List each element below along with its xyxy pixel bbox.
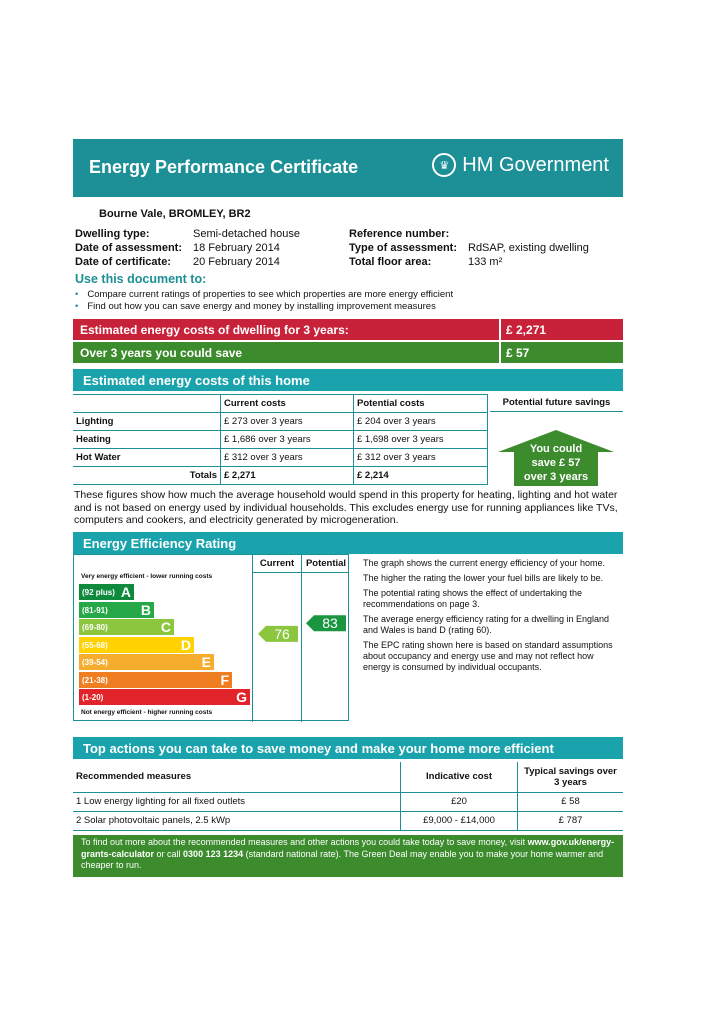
table-header: Current costs [221, 395, 354, 413]
detail-label: Total floor area: [349, 256, 432, 268]
header-banner [73, 139, 623, 197]
detail-value: 18 February 2014 [193, 242, 280, 254]
rating-text: The higher the rating the lower your fuel bills are likely to be. [363, 573, 604, 583]
savings-value: £ 57 [506, 345, 530, 360]
totals-current: £ 2,271 [221, 467, 354, 485]
totals-row [73, 467, 488, 485]
band-range: (81-91) [82, 605, 108, 615]
detail-value: RdSAP, existing dwelling [468, 242, 589, 254]
band-range: (21-38) [82, 675, 108, 685]
detail-label: Dwelling type: [75, 228, 150, 240]
arrow-line: You could [529, 443, 583, 455]
footer-text: or call [154, 848, 184, 859]
current-rating-marker [258, 626, 298, 642]
totals-label: Totals [73, 467, 221, 485]
table-row [73, 449, 488, 467]
arrow-line: over 3 years [523, 471, 589, 483]
current-cost: £ 1,686 over 3 years [221, 431, 354, 449]
row-label: Hot Water [73, 449, 221, 467]
estimated-costs-label: Estimated energy costs of dwelling for 3 years: [73, 319, 501, 340]
measure-cost: £9,000 - £14,000 [401, 811, 518, 830]
band-range: (39-54) [82, 658, 108, 667]
rating-markers [74, 555, 350, 722]
detail-value: 133 m² [468, 256, 503, 268]
table-row [73, 431, 488, 449]
band-letter: A [120, 584, 131, 600]
costs-explanation: These figures show how much the average household would spend in this property for heating, lighting and hot water and is not based on energy used by individual households. This excludes energy use for running appliances like TVs, computers and cookers, and electricity generated by microgeneration. [74, 489, 618, 526]
measure-cost: £20 [401, 792, 518, 811]
document-title: Energy Performance Certificate [89, 157, 359, 177]
arrow-line: save £ 57 [531, 457, 581, 469]
detail-label: Date of certificate: [75, 256, 171, 268]
bullet-item: • Find out how you can save energy and money by installing improvement measures [75, 301, 453, 313]
savings-arrow [498, 430, 614, 486]
table-header: Indicative cost [401, 762, 518, 792]
band-letter: B [140, 601, 151, 618]
footer-text: (standard national rate). The Green Deal may enable you to make your home warmer and cheaper to run. [81, 848, 604, 870]
detail-value: Semi-detached house [193, 228, 301, 240]
table-header-row [73, 762, 623, 792]
grants-link[interactable]: www.gov.uk/energy-grants-calculator [81, 837, 615, 859]
table-header-row [73, 395, 488, 413]
epc-document [73, 139, 623, 870]
potential-cost: £ 1,698 over 3 years [354, 431, 488, 449]
property-address: Bourne Vale, BROMLEY, BR2 [99, 208, 251, 220]
royal-crest-icon: ♛ [432, 153, 456, 177]
savings-arrow-text [498, 442, 614, 484]
detail-value: 20 February 2014 [193, 256, 280, 268]
table-header: Recommended measures [73, 762, 401, 792]
rating-text: The average energy efficiency rating for a dwelling in England and Wales is band D (rating 60). [363, 614, 609, 635]
estimated-costs-bar [73, 319, 623, 340]
totals-potential: £ 2,214 [354, 467, 488, 485]
rating-text: The EPC rating shown here is based on standard assumptions about occupancy and energy use and may not reflect how energy is consumed by individual occupants. [363, 640, 613, 672]
table-header: Typical savings over 3 years [518, 762, 624, 792]
potential-rating-marker-value: 83 [322, 615, 338, 632]
band-range: (55-68) [82, 640, 108, 650]
hm-government-logo [432, 153, 609, 177]
future-savings-header: Potential future savings [490, 394, 623, 412]
band-letter: G [236, 689, 247, 705]
bottom-note: Not energy efficient - higher running costs [81, 709, 213, 716]
footer-info [73, 835, 623, 877]
row-label: Heating [73, 431, 221, 449]
rating-text: The graph shows the current energy efficiency of your home. [363, 558, 605, 568]
current-cost: £ 273 over 3 years [221, 413, 354, 431]
band-range: (69-80) [82, 623, 108, 632]
band-letter: C [160, 619, 171, 635]
costs-section-heading: Estimated energy costs of this home [73, 369, 623, 391]
top-note: Very energy efficient - lower running costs [81, 573, 213, 580]
current-rating-marker-value: 76 [274, 625, 290, 642]
detail-label: Date of assessment: [75, 242, 182, 254]
band-range: (92 plus) [82, 588, 115, 597]
measure-name: 1 Low energy lighting for all fixed outlets [73, 792, 401, 811]
use-document-heading: Use this document to: [75, 272, 207, 286]
band-range: (1-20) [82, 693, 104, 702]
phone-number: 0300 123 1234 [183, 848, 244, 859]
potential-column-header: Potential [305, 558, 347, 569]
details-left [75, 227, 300, 269]
actions-table [73, 762, 623, 831]
table-row [73, 811, 623, 830]
estimated-costs-value: £ 2,271 [506, 322, 547, 337]
band-letter: E [201, 654, 211, 670]
measure-name: 2 Solar photovoltaic panels, 2.5 kWp [73, 811, 401, 830]
current-cost: £ 312 over 3 years [221, 449, 354, 467]
detail-label: Type of assessment: [349, 242, 458, 254]
band-letter: F [220, 671, 229, 688]
energy-rating-chart [73, 554, 349, 721]
table-header [73, 395, 221, 413]
bullet-item: • Compare current ratings of properties to see which properties are more energy efficient [75, 289, 453, 301]
measure-saving: £ 787 [518, 811, 624, 830]
savings-label: Over 3 years you could save [73, 342, 501, 363]
rating-section-heading: Energy Efficiency Rating [73, 532, 623, 554]
costs-table [73, 394, 488, 485]
potential-cost: £ 204 over 3 years [354, 413, 488, 431]
detail-label: Reference number: [349, 228, 450, 240]
band-letter: D [180, 636, 191, 653]
details-right [349, 227, 589, 269]
government-name: HM Government [462, 153, 609, 176]
rating-text: The potential rating shows the effect of undertaking the recommendations on page 3. [363, 588, 582, 609]
savings-bar [73, 342, 623, 363]
potential-rating-marker [306, 615, 346, 631]
use-bullets [75, 289, 453, 313]
table-row [73, 413, 488, 431]
actions-section-heading: Top actions you can take to save money and make your home more efficient [73, 737, 623, 759]
table-row [73, 792, 623, 811]
row-label: Lighting [73, 413, 221, 431]
current-column-header: Current [259, 558, 295, 569]
measure-saving: £ 58 [518, 792, 624, 811]
footer-text: To find out more about the recommended measures and other actions you could take today to save money, visit [81, 837, 526, 847]
potential-cost: £ 312 over 3 years [354, 449, 488, 467]
rating-explanation [363, 558, 623, 677]
table-header: Potential costs [354, 395, 488, 413]
